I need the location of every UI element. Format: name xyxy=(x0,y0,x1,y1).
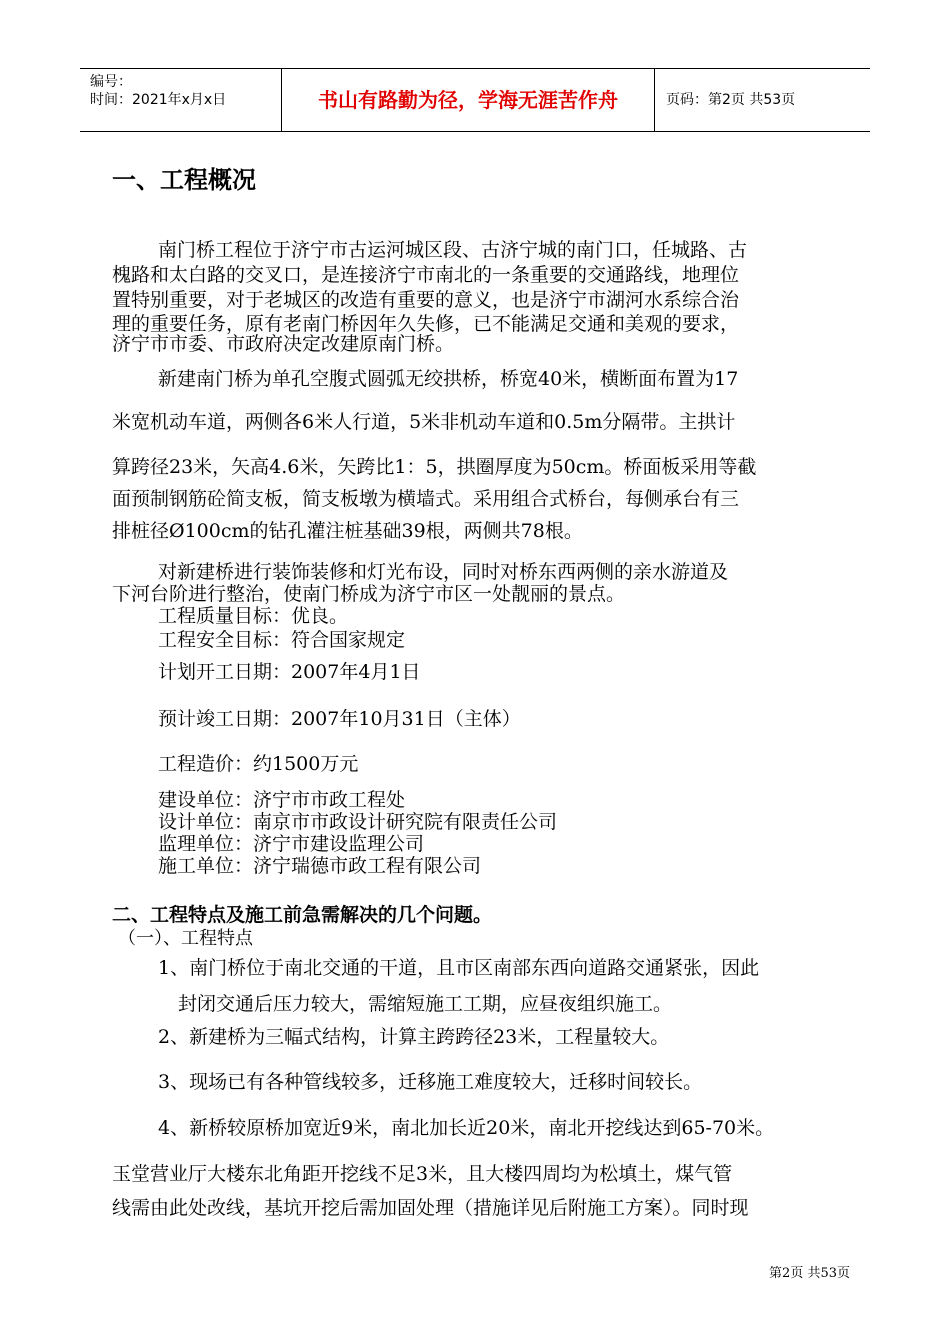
time-label: 时间：2021年x月x日 xyxy=(90,92,227,108)
feature-item-4: 4、新桥较原桥加宽近9米，南北加长近20米，南北开挖线达到65-70米。 xyxy=(158,1117,775,1139)
start-date: 计划开工日期：2007年4月1日 xyxy=(158,661,421,683)
para2-line: 排桩径Ø100cm的钻孔灌注桩基础39根，两侧共78根。 xyxy=(112,520,583,542)
para3-line: 对新建桥进行装饰装修和灯光布设，同时对桥东西两侧的亲水游道及 xyxy=(158,561,729,583)
owner-unit: 建设单位：济宁市市政工程处 xyxy=(158,789,406,811)
page-header xyxy=(80,68,870,132)
project-cost: 工程造价：约1500万元 xyxy=(158,753,359,775)
feature-item-3: 3、现场已有各种管线较多，迁移施工难度较大，迁移时间较长。 xyxy=(158,1071,703,1093)
para3-line: 下河台阶进行整治，使南门桥成为济宁市区一处靓丽的景点。 xyxy=(112,583,626,605)
para2-line: 算跨径23米，矢高4.6米，矢跨比1：5，拱圈厚度为50cm。桥面板采用等截 xyxy=(112,456,757,478)
construction-unit: 施工单位：济宁瑞德市政工程有限公司 xyxy=(158,855,482,877)
header-left xyxy=(80,69,280,135)
para1-line: 槐路和太白路的交叉口，是连接济宁市南北的一条重要的交通路线，地理位 xyxy=(112,264,740,286)
header-page-label: 页码：第2页 共53页 xyxy=(666,92,796,108)
para1-line: 济宁市市委、市政府决定改建原南门桥。 xyxy=(112,333,455,355)
para2-line: 面预制钢筋砼简支板，简支板墩为横墙式。采用组合式桥台，每侧承台有三 xyxy=(112,488,740,510)
page-footer: 第2页 共53页 xyxy=(769,1266,850,1281)
design-unit: 设计单位：南京市市政设计研究院有限责任公司 xyxy=(158,811,558,833)
safety-target: 工程安全目标：符合国家规定 xyxy=(158,629,406,651)
para2-line: 米宽机动车道，两侧各6米人行道，5米非机动车道和0.5m分隔带。主拱计 xyxy=(112,411,736,433)
para1-line: 理的重要任务，原有老南门桥因年久失修，已不能满足交通和美观的要求， xyxy=(112,313,740,335)
section2-subtitle: （一）、工程特点 xyxy=(118,928,253,949)
feature-item-1-cont: 封闭交通后压力较大，需缩短施工工期，应昼夜组织施工。 xyxy=(178,993,673,1015)
header-motto: 书山有路勤为径，学海无涯苦作舟 xyxy=(281,69,655,131)
quality-target: 工程质量目标：优良。 xyxy=(158,605,349,627)
finish-date: 预计竣工日期：2007年10月31日（主体） xyxy=(158,708,521,730)
para1-line: 置特别重要，对于老城区的改造有重要的意义，也是济宁市湖河水系综合治 xyxy=(112,289,740,311)
para1-line: 南门桥工程位于济宁市古运河城区段、古济宁城的南门口，任城路、古 xyxy=(158,239,748,261)
body-line: 玉堂营业厅大楼东北角距开挖线不足3米，且大楼四周均为松填土，煤气管 xyxy=(112,1163,733,1185)
para2-line: 新建南门桥为单孔空腹式圆弧无绞拱桥，桥宽40米，横断面布置为17 xyxy=(158,368,739,390)
section2-title: 二、工程特点及施工前急需解决的几个问题。 xyxy=(112,904,493,926)
section1-title: 一、工程概况 xyxy=(112,166,256,194)
feature-item-1: 1、南门桥位于南北交通的干道，且市区南部东西向道路交通紧张，因此 xyxy=(158,957,760,979)
body-line: 线需由此处改线，基坑开挖后需加固处理（措施详见后附施工方案）。同时现 xyxy=(112,1197,749,1219)
feature-item-2: 2、新建桥为三幅式结构，计算主跨跨径23米，工程量较大。 xyxy=(158,1026,670,1048)
supervision-unit: 监理单位：济宁市建设监理公司 xyxy=(158,833,425,855)
number-label: 编号： xyxy=(90,74,132,90)
